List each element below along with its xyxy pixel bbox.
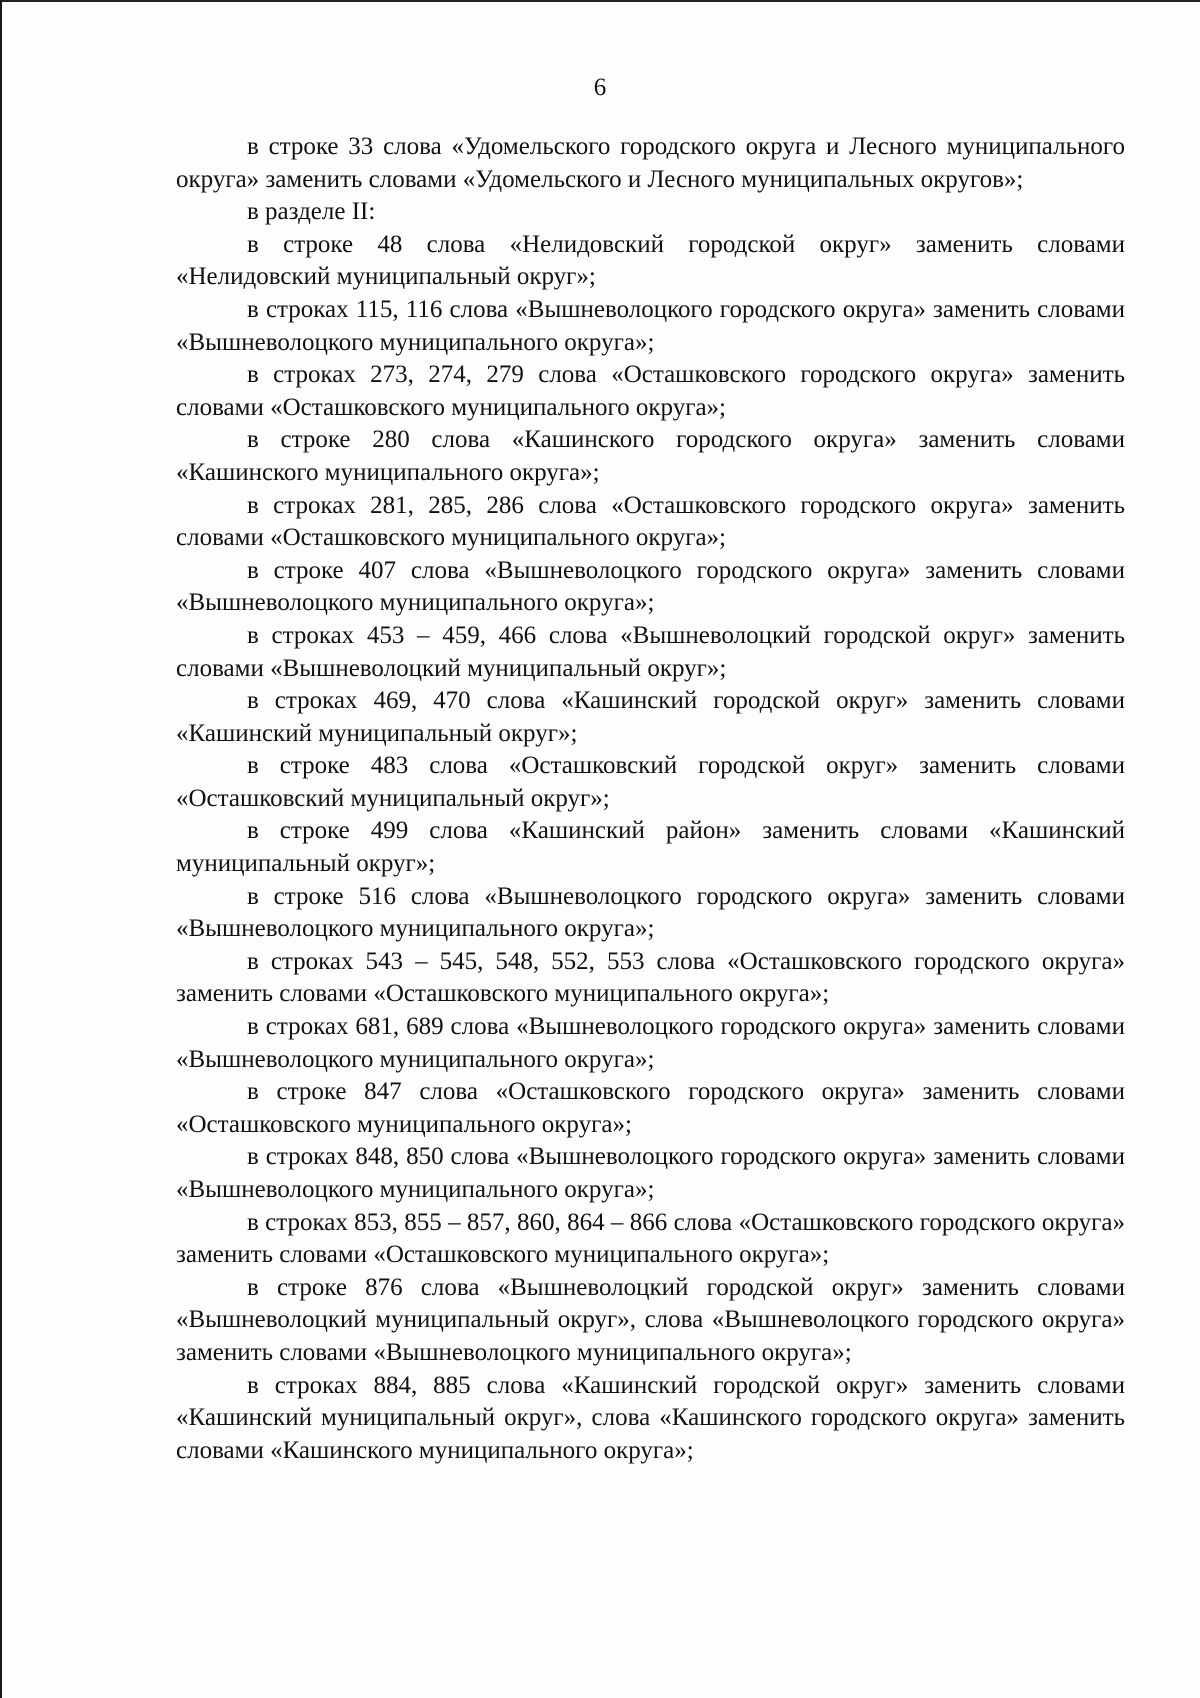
- paragraph: в строке 483 слова «Осташковский городской округ» заменить словами «Осташковский муниципальный округ»;: [176, 752, 1125, 812]
- scan-edge-left: [0, 0, 2, 1698]
- paragraph: в строках 853, 855 – 857, 860, 864 – 866 слова «Осташковского городского округа» заменить словами «Осташковского муниципального округа»;: [176, 1208, 1125, 1269]
- paragraph: в строках 115, 116 слова «Вышневолоцкого городского округа» заменить словами «Вышневолоцкого муниципального округа»;: [176, 295, 1125, 356]
- paragraph: в строке 876 слова «Вышневолоцкий городской округ» заменить словами «Вышневолоцкий муниципальный округ», слова «Вышневолоцкого городского округа» заменить словами «Вышневолоцкого муниципального округа»;: [176, 1273, 1125, 1366]
- paragraph: в разделе II:: [247, 198, 376, 226]
- paragraph: в строке 847 слова «Осташковского городского округа» заменить словами «Осташковского муниципального округа»;: [176, 1078, 1125, 1138]
- paragraph: в строках 469, 470 слова «Кашинский городской округ» заменить словами «Кашинский муниципальный округ»;: [176, 687, 1125, 747]
- paragraph: в строках 281, 285, 286 слова «Осташковского городского округа» заменить словами «Осташковского муниципального округа»;: [176, 491, 1125, 552]
- scan-edge-top: [0, 0, 1200, 2]
- paragraph: в строке 516 слова «Вышневолоцкого городского округа» заменить словами «Вышневолоцкого муниципального округа»;: [176, 882, 1125, 943]
- paragraph: в строке 407 слова «Вышневолоцкого городского округа» заменить словами «Вышневолоцкого муниципального округа»;: [176, 556, 1125, 617]
- paragraph: в строке 499 слова «Кашинский район» заменить словами «Кашинский муниципальный округ»;: [176, 817, 1125, 878]
- paragraph: в строках 884, 885 слова «Кашинский городской округ» заменить словами «Кашинский муниципальный округ», слова «Кашинского городского округа» заменить словами «Кашинского муниципального округа»;: [176, 1371, 1125, 1464]
- paragraph: в строках 453 – 459, 466 слова «Вышневолоцкий городской округ» заменить словами «Вышневолоцкий муниципальный округ»;: [176, 621, 1125, 682]
- paragraph: в строках 543 – 545, 548, 552, 553 слова «Осташковского городского округа» заменить словами «Осташковского муниципального округа»;: [176, 947, 1125, 1008]
- page-number: 6: [593, 74, 607, 101]
- paragraph: в строках 848, 850 слова «Вышневолоцкого городского округа» заменить словами «Вышневолоцкого муниципального округа»;: [176, 1143, 1125, 1203]
- paragraph: в строке 48 слова «Нелидовский городской округ» заменить словами «Нелидовский муниципальный округ»;: [176, 230, 1125, 291]
- paragraph: в строках 681, 689 слова «Вышневолоцкого городского округа» заменить словами «Вышневолоцкого муниципального округа»;: [176, 1013, 1125, 1073]
- paragraph: в строках 273, 274, 279 слова «Осташковского городского округа» заменить словами «Осташковского муниципального округа»;: [176, 361, 1125, 421]
- paragraph: в строке 33 слова «Удомельского городского округа и Лесного муниципального округа» заменить словами «Удомельского и Лесного муниципальных округов»;: [176, 133, 1125, 193]
- document-body: [176, 131, 1125, 1467]
- paragraph: в строке 280 слова «Кашинского городского округа» заменить словами «Кашинского муниципального округа»;: [176, 426, 1125, 486]
